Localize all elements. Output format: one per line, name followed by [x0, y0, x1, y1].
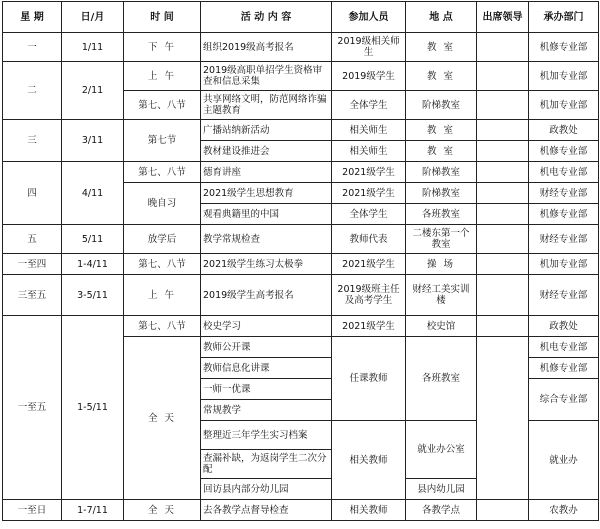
- content-cell: 教学常规检查: [201, 225, 332, 254]
- header-leader: 出席领导: [477, 2, 529, 33]
- leader-cell: [477, 337, 529, 500]
- weekday-cell: 二: [3, 62, 62, 120]
- header-location: 地 点: [406, 2, 477, 33]
- content-cell: 德育讲座: [201, 162, 332, 183]
- date-cell: 1-4/11: [62, 254, 124, 275]
- location-cell: 操 场: [406, 254, 477, 275]
- content-cell: 一师一优课: [201, 379, 332, 400]
- time-cell: 全 天: [124, 500, 201, 521]
- schedule-sheet: [2, 1, 598, 521]
- header-participants: 参加人员: [332, 2, 406, 33]
- participants-cell: 相关教师: [332, 500, 406, 521]
- leader-cell: [477, 62, 529, 91]
- content-cell: 2019级高职单招学生资格审查和信息采集: [201, 62, 332, 91]
- location-cell: 教 室: [406, 62, 477, 91]
- location-cell: 就业办公室: [406, 421, 477, 479]
- table-row: [3, 254, 599, 275]
- location-cell: 县内幼儿园: [406, 479, 477, 500]
- weekday-cell: 一至五: [3, 316, 62, 500]
- date-cell: 1/11: [62, 33, 124, 62]
- department-cell: 政教处: [529, 316, 599, 337]
- location-cell: 教 室: [406, 33, 477, 62]
- participants-cell: 2019级相关师生: [332, 33, 406, 62]
- header-weekday: 星 期: [3, 2, 62, 33]
- leader-cell: [477, 141, 529, 162]
- table-row: [3, 120, 599, 141]
- header-date: 日/月: [62, 2, 124, 33]
- department-cell: 机修专业部: [529, 33, 599, 62]
- department-cell: 财经专业部: [529, 183, 599, 204]
- table-row: [3, 225, 599, 254]
- content-cell: 广播站纳新活动: [201, 120, 332, 141]
- department-cell: 财经专业部: [529, 275, 599, 316]
- leader-cell: [477, 162, 529, 183]
- header-department: 承办部门: [529, 2, 599, 33]
- table-row: [3, 500, 599, 521]
- leader-cell: [477, 91, 529, 120]
- content-cell: 去各教学点督导检查: [201, 500, 332, 521]
- location-cell: 阶梯教室: [406, 162, 477, 183]
- time-cell: 第七、八节: [124, 91, 201, 120]
- location-cell: 二楼东第一个教室: [406, 225, 477, 254]
- department-cell: 财经专业部: [529, 225, 599, 254]
- time-cell: 第七、八节: [124, 316, 201, 337]
- department-cell: 机加专业部: [529, 91, 599, 120]
- date-cell: 1-5/11: [62, 316, 124, 500]
- table-row: [3, 275, 599, 316]
- participants-cell: 相关师生: [332, 141, 406, 162]
- content-cell: 教师信息化讲课: [201, 358, 332, 379]
- table-row: [3, 316, 599, 337]
- location-cell: 阶梯教室: [406, 91, 477, 120]
- participants-cell: 2019级班主任及高考学生: [332, 275, 406, 316]
- content-cell: 校史学习: [201, 316, 332, 337]
- leader-cell: [477, 183, 529, 204]
- leader-cell: [477, 316, 529, 337]
- participants-cell: 2019级学生: [332, 62, 406, 91]
- participants-cell: 全体学生: [332, 204, 406, 225]
- time-cell: 第七节: [124, 120, 201, 162]
- time-cell: 放学后: [124, 225, 201, 254]
- leader-cell: [477, 500, 529, 521]
- leader-cell: [477, 33, 529, 62]
- time-cell: 上 午: [124, 275, 201, 316]
- department-cell: 政教处: [529, 120, 599, 141]
- weekday-cell: 一: [3, 33, 62, 62]
- table-row: [3, 62, 599, 91]
- leader-cell: [477, 254, 529, 275]
- header-content: 活 动 内 容: [201, 2, 332, 33]
- weekday-cell: 一至四: [3, 254, 62, 275]
- department-cell: 农教办: [529, 500, 599, 521]
- time-cell: 晚自习: [124, 183, 201, 225]
- content-cell: 教材建设推进会: [201, 141, 332, 162]
- department-cell: 机修专业部: [529, 141, 599, 162]
- department-cell: 就业办: [529, 421, 599, 500]
- participants-cell: 相关师生: [332, 120, 406, 141]
- leader-cell: [477, 204, 529, 225]
- table-row: [3, 33, 599, 62]
- time-cell: 下 午: [124, 33, 201, 62]
- participants-cell: 2021级学生: [332, 254, 406, 275]
- header-row: [3, 2, 599, 33]
- department-cell: 机电专业部: [529, 162, 599, 183]
- leader-cell: [477, 225, 529, 254]
- content-cell: 整理近三年学生实习档案: [201, 421, 332, 450]
- location-cell: 校史馆: [406, 316, 477, 337]
- department-cell: 机电专业部: [529, 337, 599, 358]
- date-cell: 3-5/11: [62, 275, 124, 316]
- date-cell: 2/11: [62, 62, 124, 120]
- participants-cell: 相关教师: [332, 421, 406, 500]
- department-cell: 机加专业部: [529, 62, 599, 91]
- department-cell: 机修专业部: [529, 358, 599, 379]
- date-cell: 5/11: [62, 225, 124, 254]
- department-cell: 机加专业部: [529, 254, 599, 275]
- participants-cell: 全体学生: [332, 91, 406, 120]
- content-cell: 共享网络文明，防范网络诈骗主题教育: [201, 91, 332, 120]
- participants-cell: 2021级学生: [332, 316, 406, 337]
- location-cell: 各班教室: [406, 204, 477, 225]
- participants-cell: 任课教师: [332, 337, 406, 421]
- leader-cell: [477, 120, 529, 141]
- content-cell: 2021级学生思想教育: [201, 183, 332, 204]
- weekday-cell: 五: [3, 225, 62, 254]
- department-cell: 综合专业部: [529, 379, 599, 421]
- header-time: 时 间: [124, 2, 201, 33]
- location-cell: 各教学点: [406, 500, 477, 521]
- participants-cell: 2021级学生: [332, 183, 406, 204]
- location-cell: 教 室: [406, 120, 477, 141]
- department-cell: 机修专业部: [529, 204, 599, 225]
- content-cell: 回访县内部分幼儿园: [201, 479, 332, 500]
- location-cell: 阶梯教室: [406, 183, 477, 204]
- date-cell: 3/11: [62, 120, 124, 162]
- weekday-cell: 三至五: [3, 275, 62, 316]
- location-cell: 财经工美实训楼: [406, 275, 477, 316]
- content-cell: 观看典籍里的中国: [201, 204, 332, 225]
- date-cell: 1-7/11: [62, 500, 124, 521]
- time-cell: 上 午: [124, 62, 201, 91]
- content-cell: 教师公开课: [201, 337, 332, 358]
- leader-cell: [477, 275, 529, 316]
- content-cell: 2021级学生练习太极拳: [201, 254, 332, 275]
- weekday-cell: 四: [3, 162, 62, 225]
- content-cell: 查漏补缺，为返岗学生二次分配: [201, 450, 332, 479]
- content-cell: 2019级学生高考报名: [201, 275, 332, 316]
- time-cell: 第七、八节: [124, 162, 201, 183]
- time-cell: 第七、八节: [124, 254, 201, 275]
- weekly-schedule-table: [2, 1, 599, 521]
- participants-cell: 2021级学生: [332, 162, 406, 183]
- weekday-cell: 三: [3, 120, 62, 162]
- location-cell: 各班教室: [406, 337, 477, 421]
- participants-cell: 教师代表: [332, 225, 406, 254]
- table-row: [3, 162, 599, 183]
- time-cell: 全 天: [124, 337, 201, 500]
- date-cell: 4/11: [62, 162, 124, 225]
- location-cell: 教 室: [406, 141, 477, 162]
- content-cell: 常规教学: [201, 400, 332, 421]
- weekday-cell: 一至日: [3, 500, 62, 521]
- content-cell: 组织2019级高考报名: [201, 33, 332, 62]
